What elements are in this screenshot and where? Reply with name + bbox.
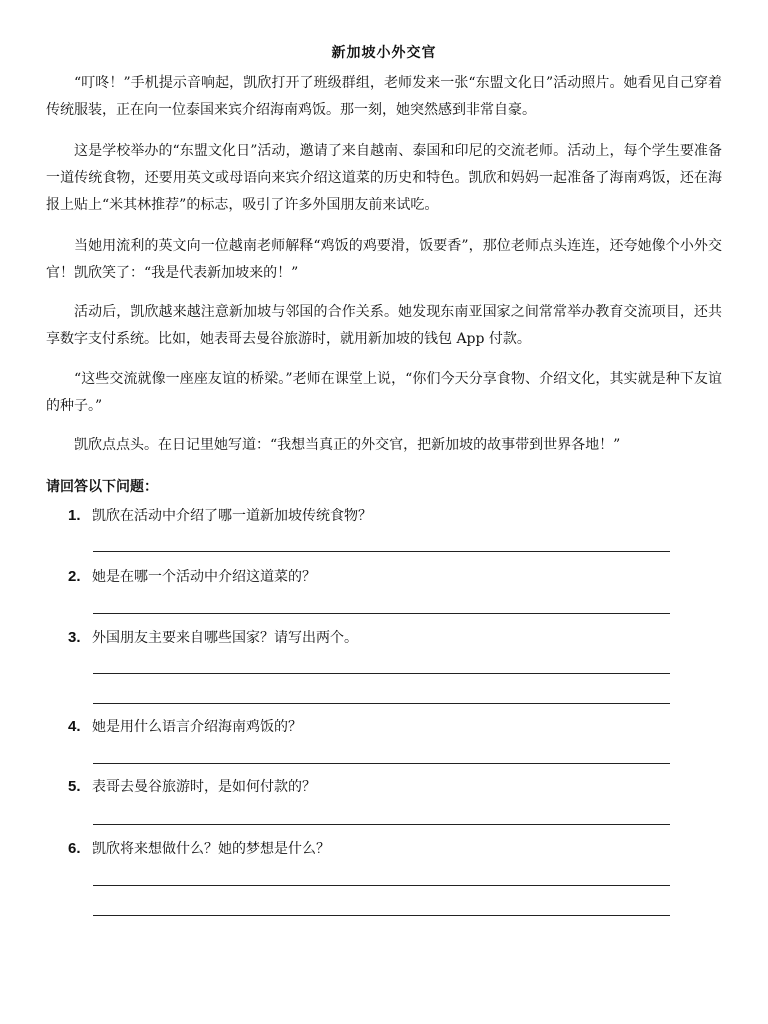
question-2: [68, 567, 688, 587]
question-number: 6.: [68, 840, 81, 857]
answer-line[interactable]: [93, 915, 670, 916]
question-text: 凯欣在活动中介绍了哪一道新加坡传统食物？: [92, 508, 372, 524]
question-number: 3.: [68, 629, 81, 646]
question-text: 凯欣将来想做什么？她的梦想是什么？: [92, 841, 330, 857]
question-text: 她是用什么语言介绍海南鸡饭的？: [92, 719, 302, 735]
story-paragraph-3: 当她用流利的英文向一位越南老师解释“鸡饭的鸡要滑，饭要香”，那位老师点头连连，还夸她像个小外交官！凯欣笑了：“我是代表新加坡来的！”: [46, 238, 722, 281]
answer-line[interactable]: [93, 613, 670, 614]
story-paragraph-1: “叮咚！”手机提示音响起，凯欣打开了班级群组，老师发来一张“东盟文化日”活动照片。她看见自己穿着传统服装，正在向一位泰国来宾介绍海南鸡饭。那一刻，她突然感到非常自豪。: [46, 75, 722, 118]
question-text: 表哥去曼谷旅游时，是如何付款的？: [92, 779, 316, 795]
question-text: 外国朋友主要来自哪些国家？请写出两个。: [92, 630, 358, 646]
question-number: 1.: [68, 507, 81, 524]
question-number: 5.: [68, 778, 81, 795]
answer-line[interactable]: [93, 703, 670, 704]
answer-line[interactable]: [93, 824, 670, 825]
question-5: [68, 777, 688, 797]
story-paragraph-4: 活动后，凯欣越来越注意新加坡与邻国的合作关系。她发现东南亚国家之间常常举办教育交流项目，还共享数字支付系统。比如，她表哥去曼谷旅游时，就用新加坡的钱包 App 付款。: [46, 304, 722, 347]
question-1: [68, 506, 688, 526]
question-3: [68, 628, 688, 648]
question-number: 4.: [68, 718, 81, 735]
story-paragraph-2: 这是学校举办的“东盟文化日”活动，邀请了来自越南、泰国和印尼的交流老师。活动上，每个学生要准备一道传统食物，还要用英文或母语向来宾介绍这道菜的历史和特色。凯欣和妈妈一起准备了海南鸡饭，还在海报上贴上“米其林推荐”的标志，吸引了许多外国朋友前来试吃。: [46, 143, 722, 213]
answer-line[interactable]: [93, 551, 670, 552]
question-number: 2.: [68, 568, 81, 585]
question-6: [68, 839, 688, 859]
question-4: [68, 717, 688, 737]
questions-prompt: 请回答以下问题：: [46, 479, 158, 495]
answer-line[interactable]: [93, 673, 670, 674]
answer-line[interactable]: [93, 763, 670, 764]
question-text: 她是在哪一个活动中介绍这道菜的？: [92, 569, 316, 585]
answer-line[interactable]: [93, 885, 670, 886]
story-paragraph-5: “这些交流就像一座座友谊的桥梁。”老师在课堂上说，“你们今天分享食物、介绍文化，其实就是种下友谊的种子。”: [46, 371, 722, 414]
story-paragraph-6: 凯欣点点头。在日记里她写道：“我想当真正的外交官，把新加坡的故事带到世界各地！”: [74, 437, 621, 453]
page-title: 新加坡小外交官: [331, 45, 437, 61]
